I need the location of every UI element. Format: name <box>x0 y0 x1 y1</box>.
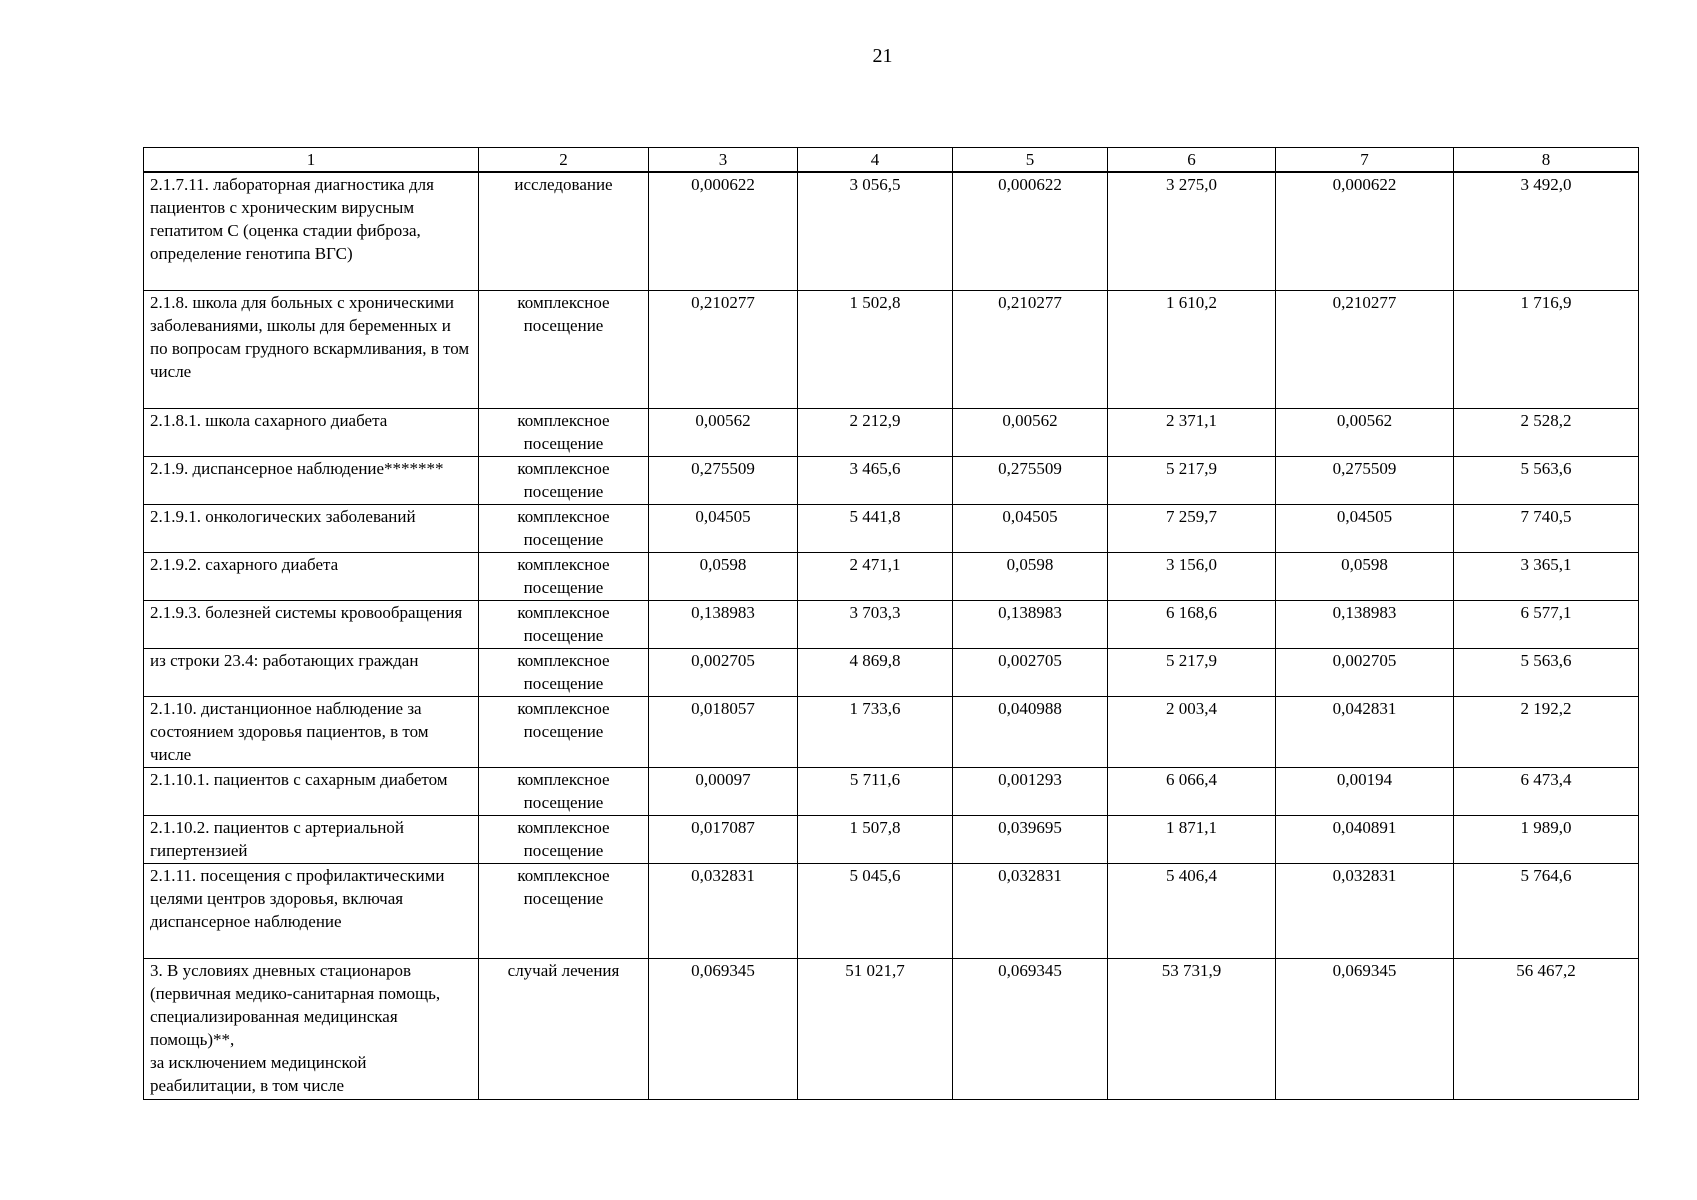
value-cell: 51 021,7 <box>798 958 953 1099</box>
row-name-cell: 2.1.9.3. болезней системы кровообращения <box>144 600 479 648</box>
value-cell: 0,000622 <box>953 172 1108 290</box>
value-cell: 0,018057 <box>649 696 798 767</box>
value-cell: 2 371,1 <box>1108 408 1276 456</box>
value-cell: 3 056,5 <box>798 172 953 290</box>
value-cell: 1 507,8 <box>798 815 953 863</box>
value-cell: 5 441,8 <box>798 504 953 552</box>
column-header: 5 <box>953 148 1108 173</box>
value-cell: 0,002705 <box>1276 648 1454 696</box>
header-row <box>144 148 1639 173</box>
value-cell: 53 731,9 <box>1108 958 1276 1099</box>
row-unit-cell: комплексное посещение <box>479 648 649 696</box>
value-cell: 5 563,6 <box>1454 456 1639 504</box>
table-row <box>144 504 1639 552</box>
value-cell: 2 471,1 <box>798 552 953 600</box>
row-unit-cell: комплексное посещение <box>479 504 649 552</box>
value-cell: 0,210277 <box>1276 290 1454 408</box>
row-unit-cell: исследование <box>479 172 649 290</box>
value-cell: 0,00562 <box>1276 408 1454 456</box>
value-cell: 0,04505 <box>953 504 1108 552</box>
value-cell: 1 871,1 <box>1108 815 1276 863</box>
value-cell: 0,210277 <box>649 290 798 408</box>
table-row <box>144 456 1639 504</box>
row-name-cell: 2.1.10.2. пациентов с артериальной гипертензией <box>144 815 479 863</box>
value-cell: 3 156,0 <box>1108 552 1276 600</box>
value-cell: 5 764,6 <box>1454 863 1639 958</box>
data-table <box>143 147 1639 1100</box>
column-header: 8 <box>1454 148 1639 173</box>
value-cell: 3 492,0 <box>1454 172 1639 290</box>
value-cell: 0,00562 <box>953 408 1108 456</box>
page-number: 21 <box>872 45 893 67</box>
row-unit-cell: комплексное посещение <box>479 863 649 958</box>
row-name-cell: 2.1.9.2. сахарного диабета <box>144 552 479 600</box>
value-cell: 0,040988 <box>953 696 1108 767</box>
value-cell: 0,0598 <box>953 552 1108 600</box>
value-cell: 5 711,6 <box>798 767 953 815</box>
value-cell: 0,002705 <box>649 648 798 696</box>
value-cell: 0,00194 <box>1276 767 1454 815</box>
value-cell: 5 217,9 <box>1108 456 1276 504</box>
row-name-cell: 2.1.8. школа для больных с хроническими заболеваниями, школы для беременных и по вопросам грудного вскармливания, в том числе <box>144 290 479 408</box>
column-header: 3 <box>649 148 798 173</box>
value-cell: 56 467,2 <box>1454 958 1639 1099</box>
row-name-cell: 2.1.9. диспансерное наблюдение******* <box>144 456 479 504</box>
value-cell: 2 528,2 <box>1454 408 1639 456</box>
value-cell: 5 045,6 <box>798 863 953 958</box>
value-cell: 3 465,6 <box>798 456 953 504</box>
row-unit-cell: комплексное посещение <box>479 815 649 863</box>
table-row <box>144 958 1639 1099</box>
row-name-cell: 2.1.8.1. школа сахарного диабета <box>144 408 479 456</box>
row-name-cell: из строки 23.4: работающих граждан <box>144 648 479 696</box>
value-cell: 0,0598 <box>649 552 798 600</box>
value-cell: 1 733,6 <box>798 696 953 767</box>
table-row <box>144 408 1639 456</box>
table-row <box>144 696 1639 767</box>
value-cell: 1 502,8 <box>798 290 953 408</box>
value-cell: 0,138983 <box>953 600 1108 648</box>
value-cell: 0,002705 <box>953 648 1108 696</box>
value-cell: 7 259,7 <box>1108 504 1276 552</box>
column-header: 2 <box>479 148 649 173</box>
value-cell: 0,138983 <box>649 600 798 648</box>
value-cell: 0,069345 <box>953 958 1108 1099</box>
value-cell: 0,032831 <box>649 863 798 958</box>
value-cell: 1 610,2 <box>1108 290 1276 408</box>
value-cell: 0,042831 <box>1276 696 1454 767</box>
value-cell: 0,00097 <box>649 767 798 815</box>
column-header: 7 <box>1276 148 1454 173</box>
row-name-cell: 2.1.7.11. лабораторная диагностика для пациентов с хроническим вирусным гепатитом С (оценка стадии фиброза, определение генотипа ВГС) <box>144 172 479 290</box>
value-cell: 0,000622 <box>649 172 798 290</box>
value-cell: 1 716,9 <box>1454 290 1639 408</box>
value-cell: 6 168,6 <box>1108 600 1276 648</box>
table-row <box>144 290 1639 408</box>
value-cell: 6 577,1 <box>1454 600 1639 648</box>
value-cell: 0,275509 <box>649 456 798 504</box>
value-cell: 0,138983 <box>1276 600 1454 648</box>
value-cell: 0,210277 <box>953 290 1108 408</box>
value-cell: 0,001293 <box>953 767 1108 815</box>
value-cell: 6 473,4 <box>1454 767 1639 815</box>
table-row <box>144 767 1639 815</box>
value-cell: 3 275,0 <box>1108 172 1276 290</box>
value-cell: 5 563,6 <box>1454 648 1639 696</box>
value-cell: 0,275509 <box>1276 456 1454 504</box>
row-unit-cell: комплексное посещение <box>479 600 649 648</box>
value-cell: 0,275509 <box>953 456 1108 504</box>
table-row <box>144 600 1639 648</box>
table-row <box>144 552 1639 600</box>
value-cell: 5 406,4 <box>1108 863 1276 958</box>
value-cell: 0,069345 <box>1276 958 1454 1099</box>
row-unit-cell: комплексное посещение <box>479 767 649 815</box>
table-row <box>144 648 1639 696</box>
table-row <box>144 815 1639 863</box>
table-row <box>144 172 1639 290</box>
row-name-cell: 2.1.10. дистанционное наблюдение за состоянием здоровья пациентов, в том числе <box>144 696 479 767</box>
value-cell: 7 740,5 <box>1454 504 1639 552</box>
row-unit-cell: комплексное посещение <box>479 456 649 504</box>
column-header: 6 <box>1108 148 1276 173</box>
column-header: 1 <box>144 148 479 173</box>
value-cell: 3 365,1 <box>1454 552 1639 600</box>
value-cell: 0,04505 <box>1276 504 1454 552</box>
column-header: 4 <box>798 148 953 173</box>
value-cell: 4 869,8 <box>798 648 953 696</box>
value-cell: 2 192,2 <box>1454 696 1639 767</box>
row-unit-cell: случай лечения <box>479 958 649 1099</box>
table-row <box>144 863 1639 958</box>
row-unit-cell: комплексное посещение <box>479 290 649 408</box>
value-cell: 6 066,4 <box>1108 767 1276 815</box>
row-name-cell: 3. В условиях дневных стационаров (первичная медико-санитарная помощь, специализированная медицинская помощь)**, за исключением медицинской реабилитации, в том числе <box>144 958 479 1099</box>
value-cell: 0,040891 <box>1276 815 1454 863</box>
value-cell: 0,000622 <box>1276 172 1454 290</box>
value-cell: 2 212,9 <box>798 408 953 456</box>
value-cell: 0,032831 <box>1276 863 1454 958</box>
value-cell: 1 989,0 <box>1454 815 1639 863</box>
value-cell: 0,039695 <box>953 815 1108 863</box>
value-cell: 0,069345 <box>649 958 798 1099</box>
value-cell: 2 003,4 <box>1108 696 1276 767</box>
value-cell: 0,032831 <box>953 863 1108 958</box>
value-cell: 0,017087 <box>649 815 798 863</box>
row-unit-cell: комплексное посещение <box>479 408 649 456</box>
value-cell: 3 703,3 <box>798 600 953 648</box>
row-name-cell: 2.1.10.1. пациентов с сахарным диабетом <box>144 767 479 815</box>
row-name-cell: 2.1.9.1. онкологических заболеваний <box>144 504 479 552</box>
value-cell: 0,0598 <box>1276 552 1454 600</box>
row-unit-cell: комплексное посещение <box>479 552 649 600</box>
value-cell: 5 217,9 <box>1108 648 1276 696</box>
row-unit-cell: комплексное посещение <box>479 696 649 767</box>
value-cell: 0,00562 <box>649 408 798 456</box>
value-cell: 0,04505 <box>649 504 798 552</box>
row-name-cell: 2.1.11. посещения с профилактическими целями центров здоровья, включая диспансерное наблюдение <box>144 863 479 958</box>
